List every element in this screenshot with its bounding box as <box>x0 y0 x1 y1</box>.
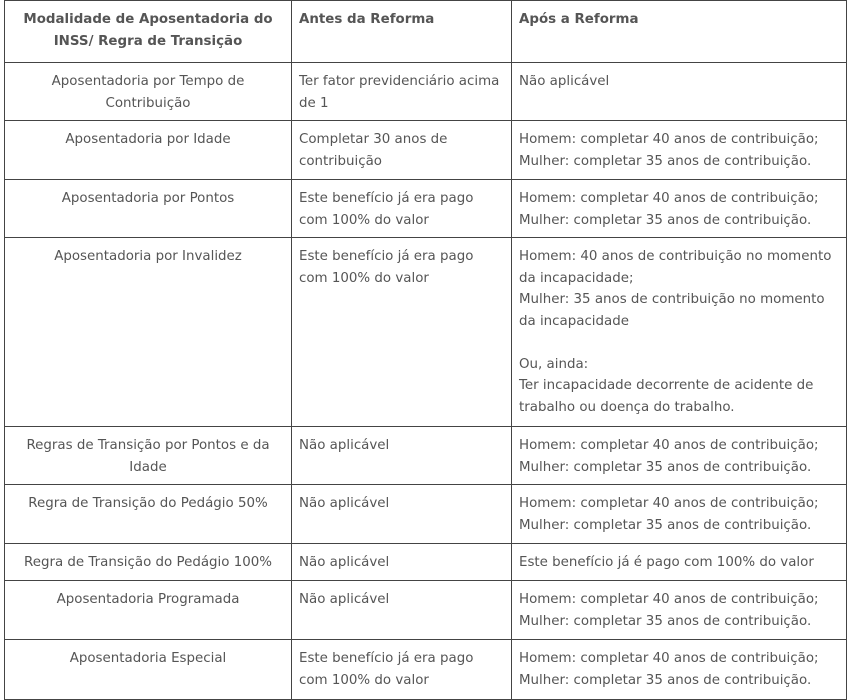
cell-apos-line: Mulher: completar 35 anos de contribuição. <box>519 672 812 688</box>
header-modalidade: Modalidade de Aposentadoria do INSS/ Regra de Transição <box>5 1 292 63</box>
cell-apos <box>512 544 847 581</box>
cell-apos-line: Mulher: completar 35 anos de contribuição. <box>519 459 812 475</box>
cell-antes: Não aplicável <box>292 427 512 485</box>
cell-apos <box>512 427 847 485</box>
header-antes: Antes da Reforma <box>292 1 512 63</box>
cell-antes: Este benefício já era pago com 100% do valor <box>292 640 512 700</box>
cell-apos-line: Mulher: 35 anos de contribuição no momento da incapacidade <box>519 292 825 329</box>
cell-apos-line: Homem: completar 40 anos de contribuição; <box>519 132 819 147</box>
cell-modalidade: Aposentadoria por Idade <box>5 121 292 180</box>
cell-modalidade: Regra de Transição do Pedágio 100% <box>5 544 292 581</box>
cell-apos <box>512 485 847 544</box>
paragraph-gap <box>519 332 839 354</box>
cell-apos-line: Homem: completar 40 anos de contribuição; <box>519 438 819 453</box>
cell-apos-line: Homem: completar 40 anos de contribuição; <box>519 651 819 666</box>
cell-apos <box>512 63 847 121</box>
cell-apos-line: Mulher: completar 35 anos de contribuição. <box>519 517 812 533</box>
cell-antes: Este benefício já era pago com 100% do valor <box>292 238 512 427</box>
cell-modalidade: Aposentadoria por Tempo de Contribuição <box>5 63 292 121</box>
table-row <box>5 63 847 121</box>
cell-antes: Não aplicável <box>292 485 512 544</box>
cell-apos-line: Ter incapacidade decorrente de acidente de trabalho ou doença do trabalho. <box>519 378 814 415</box>
table-row <box>5 427 847 485</box>
cell-apos-line: Ou, ainda: <box>519 356 589 372</box>
cell-apos <box>512 121 847 180</box>
cell-modalidade: Aposentadoria Especial <box>5 640 292 700</box>
cell-apos <box>512 238 847 427</box>
cell-antes: Ter fator previdenciário acima de 1 <box>292 63 512 121</box>
cell-apos-line: Homem: completar 40 anos de contribuição; <box>519 191 819 206</box>
cell-antes: Este benefício já era pago com 100% do valor <box>292 180 512 238</box>
cell-apos-line: Homem: completar 40 anos de contribuição; <box>519 592 819 607</box>
cell-apos <box>512 180 847 238</box>
cell-apos-line: Este benefício já é pago com 100% do valor <box>519 555 814 570</box>
cell-apos <box>512 640 847 700</box>
cell-apos-line: Homem: 40 anos de contribuição no momento da incapacidade; <box>519 249 832 286</box>
cell-modalidade: Aposentadoria Programada <box>5 581 292 640</box>
cell-apos-line: Homem: completar 40 anos de contribuição; <box>519 496 819 511</box>
cell-apos-line: Mulher: completar 35 anos de contribuição. <box>519 212 812 228</box>
cell-apos-line: Mulher: completar 35 anos de contribuição. <box>519 153 812 169</box>
cell-modalidade: Regra de Transição do Pedágio 50% <box>5 485 292 544</box>
cell-antes: Não aplicável <box>292 581 512 640</box>
cell-apos-line: Mulher: completar 35 anos de contribuição. <box>519 613 812 629</box>
cell-modalidade: Regras de Transição por Pontos e da Idade <box>5 427 292 485</box>
cell-modalidade: Aposentadoria por Pontos <box>5 180 292 238</box>
cell-antes: Não aplicável <box>292 544 512 581</box>
cell-apos <box>512 581 847 640</box>
cell-modalidade: Aposentadoria por Invalidez <box>5 238 292 427</box>
table-row <box>5 640 847 700</box>
table-row <box>5 238 847 427</box>
table-header-row <box>5 1 847 63</box>
table-row <box>5 544 847 581</box>
table-row <box>5 581 847 640</box>
cell-antes: Completar 30 anos de contribuição <box>292 121 512 180</box>
retirement-comparison-table <box>4 0 847 700</box>
table-row <box>5 121 847 180</box>
table-row <box>5 180 847 238</box>
table-row <box>5 485 847 544</box>
header-apos: Após a Reforma <box>512 1 847 63</box>
cell-apos-line: Não aplicável <box>519 74 610 89</box>
